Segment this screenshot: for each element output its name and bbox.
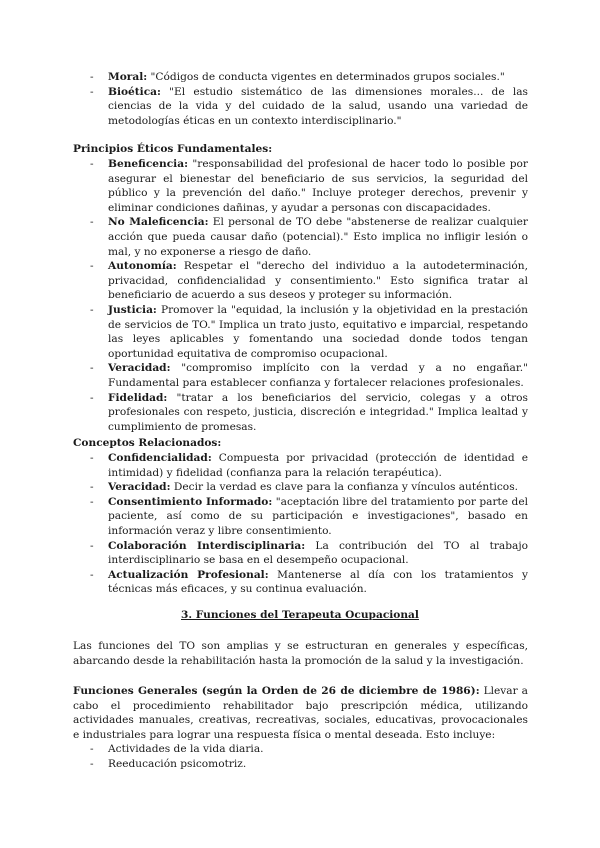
list-item: - Consentimiento Informado: "aceptación libre del tratamiento por parte del paciente, así como de su participación e investigaciones", basado en información veraz y libre consentimiento.	[90, 495, 528, 537]
concepts-list	[73, 451, 528, 597]
list-item: - Justicia: Promover la "equidad, la inclusión y la objetividad en la prestación de servicios de TO." Implica un trato justo, equitativo e imparcial, respetando las leyes aplicables y fomentando una sociedad donde todos tengan oportunidad equitativa de compromiso ocupacional.	[90, 303, 528, 360]
list-item: - Autonomía: Respetar el "derecho del individuo a la autodeterminación, privacidad, confidencialidad y consentimiento." Esto significa tratar al beneficiario de acuerdo a sus deseos y proteger su información.	[90, 260, 528, 302]
general-functions-heading: Funciones Generales (según la Orden de 26 de diciembre de 1986):	[73, 685, 480, 697]
list-item: - Beneficencia: "responsabilidad del profesional de hacer todo lo posible por asegurar el bienestar del beneficiario de sus servicios, la seguridad del público y la prevención del daño." Incluye proteger derechos, prevenir y eliminar condiciones dañinas, y ayudar a personas con discapacidades.	[90, 158, 528, 214]
list-item: - Confidencialidad: Compuesta por privacidad (protección de identidad e intimidad) y fidelidad (confianza para la relación terapéutica).	[90, 452, 528, 479]
list-item: - Fidelidad: "tratar a los beneficiarios del servicio, colegas y a otros profesionales con respeto, justicia, discreción e integridad." Implica lealtad y cumplimiento de promesas.	[90, 391, 528, 433]
principles-list	[73, 157, 528, 434]
list-item: - Actualización Profesional: Mantenerse al día con los tratamientos y técnicas más eficaces, y su continua evaluación.	[90, 568, 528, 596]
list-item: - Bioética: "El estudio sistemático de las dimensiones morales... de las ciencias de la vida y del cuidado de la salud, usando una variedad de metodologías éticas en un contexto interdisciplinario."	[90, 85, 528, 127]
definitions-list	[73, 70, 528, 128]
section-title: 3. Funciones del Terapeuta Ocupacional	[181, 609, 419, 621]
list-item: - Reeducación psicomotriz.	[90, 757, 247, 770]
section-intro: Las funciones del TO son amplias y se estructuran en generales y específicas, abarcando desde la rehabilitación hasta la promoción de la salud y la investigación.	[73, 640, 528, 667]
list-item: - Moral: "Códigos de conducta vigentes en determinados grupos sociales."	[90, 71, 505, 83]
list-item: - Colaboración Interdisciplinaria: La contribución del TO al trabajo interdisciplinario se basa en el desempeño ocupacional.	[90, 539, 528, 567]
list-item: - No Maleficencia: El personal de TO debe "abstenerse de realizar cualquier acción que pueda causar daño (potencial)." Esto implica no infligir lesión o mal, y no exponerse a riesgo de daño.	[90, 216, 528, 258]
list-item: - Actividades de la vida diaria.	[90, 743, 264, 755]
general-functions-list	[73, 742, 528, 771]
concepts-heading: Conceptos Relacionados:	[73, 437, 222, 449]
list-item: - Veracidad: Decir la verdad es clave para la confianza y vínculos auténticos.	[90, 481, 518, 494]
list-item: - Veracidad: "compromiso implícito con la verdad y a no engañar." Fundamental para establecer confianza y fortalecer relaciones profesionales.	[90, 362, 528, 389]
principles-heading: Principios Éticos Fundamentales:	[73, 143, 273, 155]
general-functions-paragraph: Funciones Generales (según la Orden de 26 de diciembre de 1986): Llevar a cabo el procedimiento rehabilitador bajo prescripción médica, utilizando actividades manuales, creativas, recreativas, sociales, educativas, provocacionales e industriales para lograr una respuesta física o mental deseada. Esto incluye:	[73, 685, 528, 741]
